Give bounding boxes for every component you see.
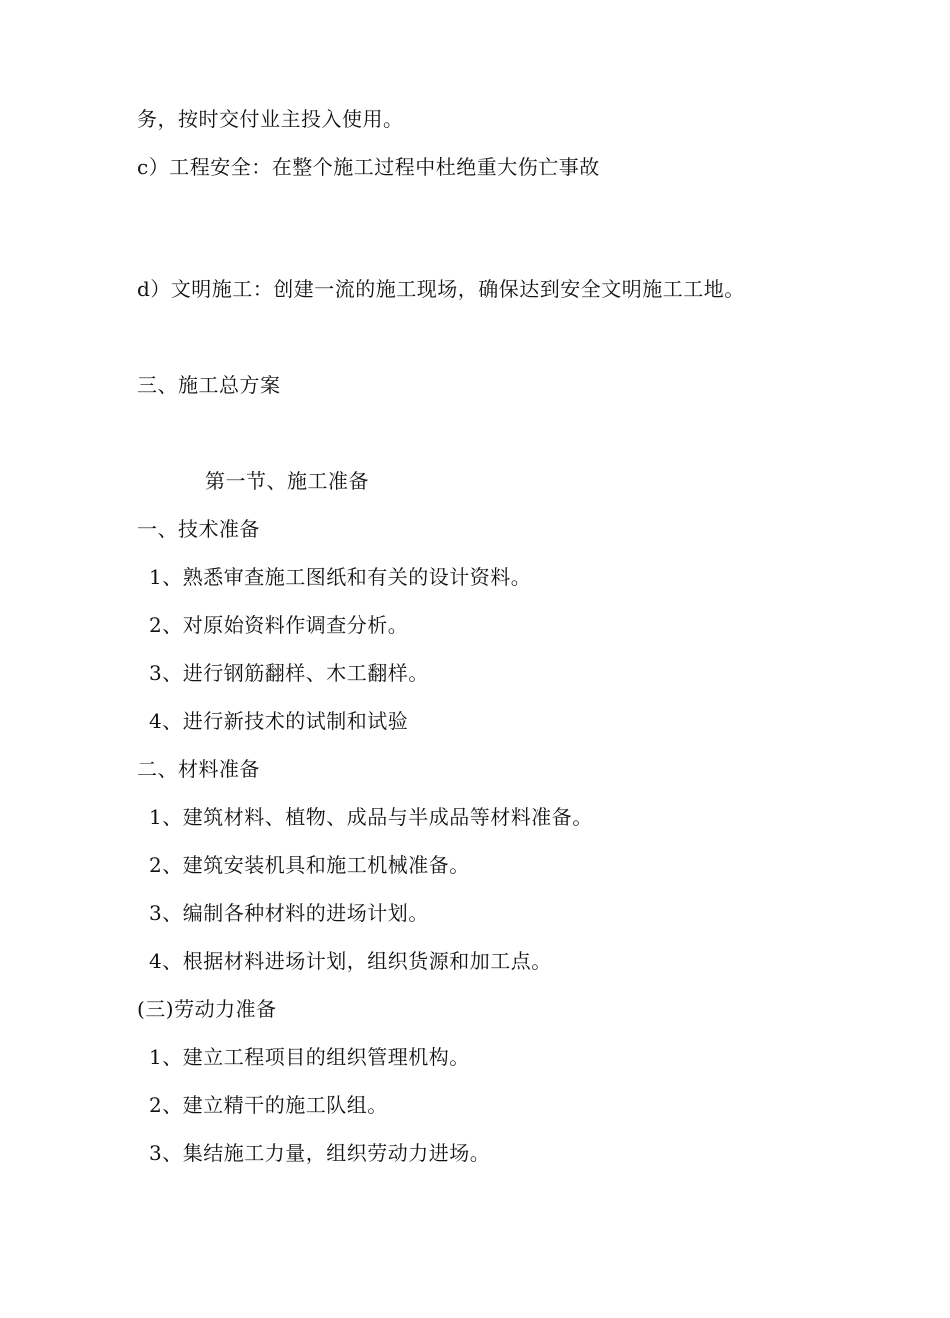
text-line-safety: c）工程安全：在整个施工过程中杜绝重大伤亡事故 [137, 155, 600, 179]
text-line-civilized-construction: d）文明施工：创建一流的施工现场，确保达到安全文明施工工地。 [137, 277, 745, 301]
chapter-heading-preparation: 第一节、施工准备 [205, 469, 369, 493]
text-line-continuation: 务，按时交付业主投入使用。 [137, 107, 404, 131]
list-item-material-4: 4、根据材料进场计划，组织货源和加工点。 [149, 949, 552, 973]
list-item-technical-2: 2、对原始资料作调查分析。 [149, 613, 409, 637]
list-item-material-2: 2、建筑安装机具和施工机械准备。 [149, 853, 470, 877]
list-item-labor-3: 3、集结施工力量，组织劳动力进场。 [149, 1141, 491, 1165]
subheading-technical-preparation: 一、技术准备 [137, 517, 260, 541]
list-item-technical-3: 3、进行钢筋翻样、木工翻样。 [149, 661, 429, 685]
subheading-material-preparation: 二、材料准备 [137, 757, 260, 781]
list-item-material-1: 1、建筑材料、植物、成品与半成品等材料准备。 [149, 805, 593, 829]
subheading-labor-preparation: (三)劳动力准备 [137, 997, 277, 1021]
section-heading-construction-plan: 三、施工总方案 [137, 373, 281, 397]
list-item-technical-4: 4、进行新技术的试制和试验 [149, 709, 409, 733]
list-item-labor-2: 2、建立精干的施工队组。 [149, 1093, 388, 1117]
list-item-material-3: 3、编制各种材料的进场计划。 [149, 901, 429, 925]
list-item-technical-1: 1、熟悉审查施工图纸和有关的设计资料。 [149, 565, 532, 589]
list-item-labor-1: 1、建立工程项目的组织管理机构。 [149, 1045, 470, 1069]
